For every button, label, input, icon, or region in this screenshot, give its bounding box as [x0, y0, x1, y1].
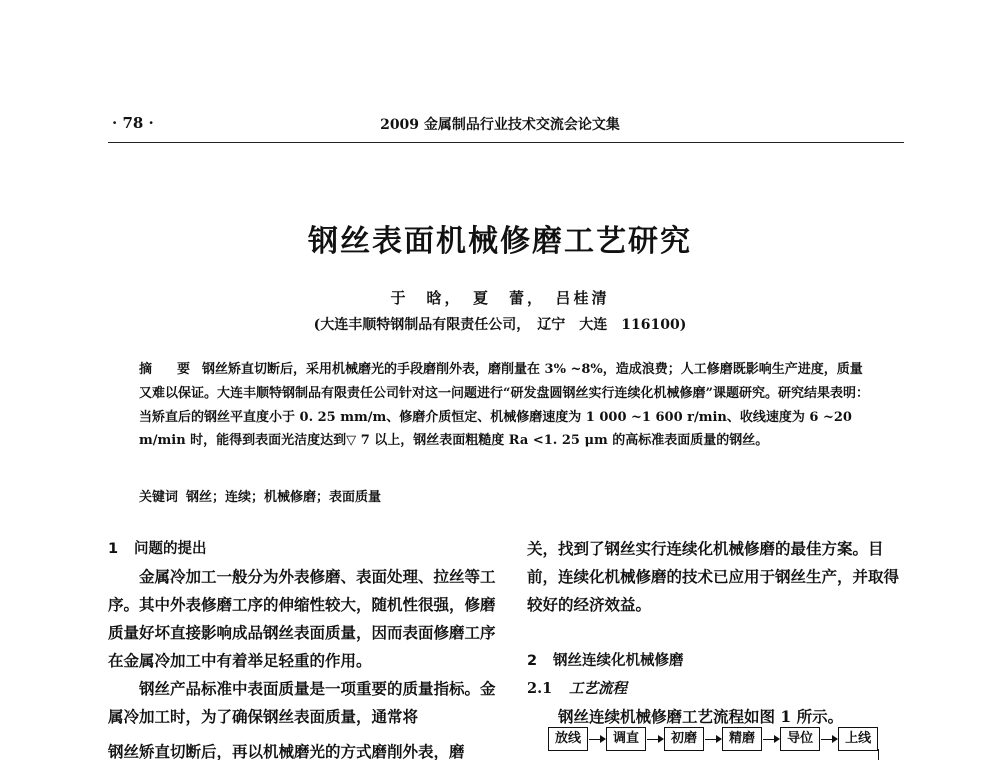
section-2-number: 2 — [527, 653, 538, 669]
section-2-title: 钢丝连续化机械修磨 — [553, 653, 684, 669]
authors: 于 晗， 夏 蕾， 吕桂清 — [390, 289, 610, 307]
paragraph: 金属冷加工一般分为外表修磨、表面处理、拉丝等工序。其中外表修磨工序的伸缩性较大，随机性很强，修磨质量好坏直接影响成品钢丝表面质量，因而表面修磨工序在金属冷加工中有着举足轻重的作用。 — [108, 567, 496, 670]
section-1-title: 问题的提出 — [134, 541, 207, 557]
paragraph: 钢丝产品标准中表面质量是一项重要的质量指标。金属冷加工时，为了确保钢丝表面质量，通常将 — [108, 679, 496, 726]
flow-continuation-line — [878, 749, 879, 760]
subsection-2-1-heading — [527, 675, 907, 703]
section-2-heading — [527, 647, 907, 675]
arrow-icon — [820, 729, 838, 749]
flow-step-payoff: 放线 — [548, 727, 588, 751]
paper-title: 钢丝表面机械修磨工艺研究 — [308, 224, 692, 259]
running-head: 2009 金属制品行业技术交流会论文集 — [380, 117, 620, 133]
page-number: · 78 · — [112, 114, 154, 132]
partial-paragraph: 钢丝矫直切断后，再以机械磨光的方式磨削外表，磨 — [108, 742, 465, 760]
abstract-label: 摘 要 — [139, 362, 197, 377]
right-column — [527, 535, 907, 731]
left-column — [108, 535, 496, 731]
flow-step-fine-grind: 精磨 — [722, 727, 762, 751]
flow-step-rough-grind: 初磨 — [664, 727, 704, 751]
affiliation: (大连丰顺特钢制品有限责任公司， 辽宁 大连 116100) — [313, 317, 687, 333]
header-rule — [108, 142, 904, 143]
arrow-icon — [762, 729, 780, 749]
section-1-number: 1 — [108, 541, 119, 557]
paragraph: 关，找到了钢丝实行连续化机械修磨的最佳方案。目前，连续化机械修磨的技术已应用于钢丝生产，并取得较好的经济效益。 — [527, 539, 900, 614]
arrow-icon — [588, 729, 606, 749]
section-1-heading — [108, 535, 496, 563]
cut-off-line — [108, 735, 496, 760]
arrow-icon — [646, 729, 664, 749]
keywords — [139, 486, 869, 505]
subsection-2-1-number: 2.1 — [527, 680, 553, 697]
keywords-label: 关键词 — [139, 490, 179, 505]
subsection-2-1-title: 工艺流程 — [569, 680, 627, 697]
flow-step-take-up: 上线 — [838, 727, 878, 751]
flow-step-straighten: 调直 — [606, 727, 646, 751]
process-flow-diagram — [548, 727, 878, 751]
keywords-text: 钢丝；连续；机械修磨；表面质量 — [186, 490, 382, 505]
flow-step-guide: 导位 — [780, 727, 820, 751]
paragraph: 钢丝连续机械修磨工艺流程如图 1 所示。 — [558, 707, 844, 726]
abstract — [139, 358, 869, 453]
arrow-icon — [704, 729, 722, 749]
abstract-text: 钢丝矫直切断后，采用机械磨光的手段磨削外表，磨削量在 3% ~8%，造成浪费；人工修磨既影响生产进度，质量又难以保证。大连丰顺特钢制品有限责任公司针对这一问题进行“研发盘圆钢丝实行连续化机械修磨”课题研究。研究结果表明：当矫直后的钢丝平直度小于 0. 25 mm/m、修磨介质恒定、机械修磨速度为 1 000 ~1 600 r/min、收线速度为 6 ~20 m/min 时，能得到表面光洁度达到▽ 7 以上，钢丝表面粗糙度 Ra <1. 25 μm 的高标准表面质量的钢丝。 — [139, 362, 869, 449]
